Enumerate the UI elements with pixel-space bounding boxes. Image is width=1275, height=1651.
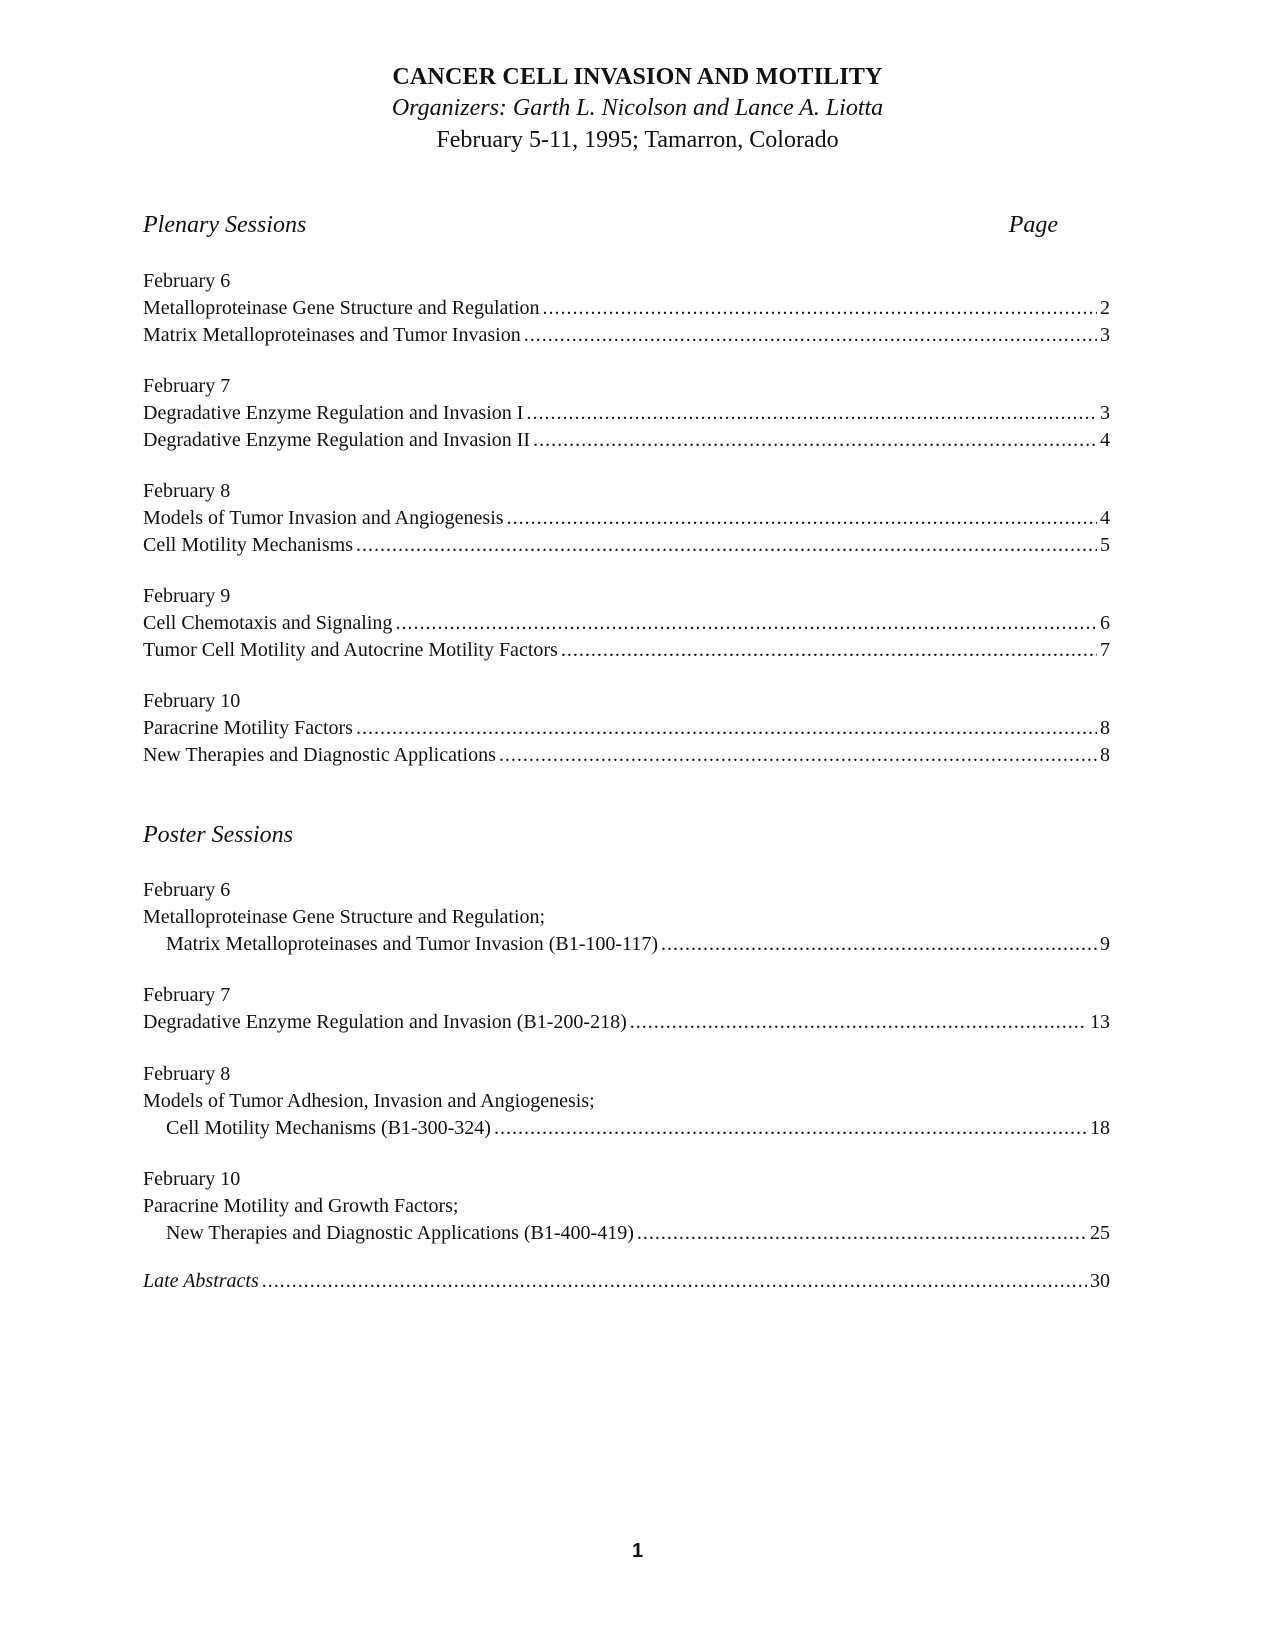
toc-entry-page: 7 <box>1100 639 1110 661</box>
dot-leader <box>543 295 1097 322</box>
dot-leader <box>637 1220 1087 1247</box>
day-date: February 7 <box>143 375 231 397</box>
toc-entry[interactable] <box>143 295 1110 322</box>
dot-leader <box>356 532 1097 559</box>
toc-entry-label: Cell Chemotaxis and Signaling <box>143 612 393 634</box>
toc-entry-label: Models of Tumor Invasion and Angiogenesis <box>143 507 504 529</box>
toc-entry-page: 3 <box>1100 324 1110 346</box>
toc-entry-page: 8 <box>1100 744 1110 766</box>
organizers-line: Organizers: Garth L. Nicolson and Lance A. Liotta <box>391 95 884 121</box>
day-date: February 8 <box>143 1063 231 1085</box>
day-date: February 10 <box>143 690 241 712</box>
toc-entry[interactable] <box>143 610 1110 637</box>
plenary-day-feb6 <box>143 268 1110 349</box>
poster-session-title-line: Models of Tumor Adhesion, Invasion and Angiogenesis; <box>143 1090 595 1112</box>
toc-entry[interactable] <box>143 931 1110 958</box>
document-header <box>0 62 1275 156</box>
day-date: February 8 <box>143 480 231 502</box>
toc-entry-label: Matrix Metalloproteinases and Tumor Invasion <box>143 324 521 346</box>
toc-entry-page: 5 <box>1100 534 1110 556</box>
toc-entry-page: 8 <box>1100 717 1110 739</box>
plenary-day-feb10 <box>143 688 1110 769</box>
toc-entry-label: Tumor Cell Motility and Autocrine Motility Factors <box>143 639 558 661</box>
dot-leader <box>661 931 1097 958</box>
toc-entry-page: 4 <box>1100 507 1110 529</box>
poster-sessions-heading <box>143 820 1110 850</box>
toc-entry-label: Paracrine Motility Factors <box>143 717 353 739</box>
toc-entry[interactable] <box>143 715 1110 742</box>
toc-entry-label: Metalloproteinase Gene Structure and Regulation <box>143 297 540 319</box>
plenary-day-feb8 <box>143 478 1110 559</box>
toc-entry-page: 3 <box>1100 402 1110 424</box>
dot-leader <box>356 715 1097 742</box>
day-date: February 6 <box>143 879 231 901</box>
toc-entry[interactable] <box>143 1115 1110 1142</box>
dot-leader <box>262 1268 1087 1295</box>
toc-entry[interactable] <box>143 505 1110 532</box>
dot-leader <box>499 742 1097 769</box>
toc-entry-label: Degradative Enzyme Regulation and Invasion I <box>143 402 524 424</box>
dot-leader <box>395 610 1097 637</box>
plenary-day-feb9 <box>143 583 1110 664</box>
toc-entry[interactable] <box>143 742 1110 769</box>
dot-leader <box>494 1115 1087 1142</box>
plenary-day-feb7 <box>143 373 1110 454</box>
plenary-sessions-heading <box>143 210 1110 240</box>
toc-entry-page: 18 <box>1090 1117 1110 1139</box>
toc-entry[interactable] <box>143 532 1110 559</box>
toc-entry-page: 2 <box>1100 297 1110 319</box>
toc-entry-page: 6 <box>1100 612 1110 634</box>
poster-day-feb10 <box>143 1166 1110 1247</box>
dot-leader <box>524 322 1097 349</box>
page-column-heading: Page <box>1008 212 1058 238</box>
day-date: February 10 <box>143 1168 241 1190</box>
toc-entry-label: Matrix Metalloproteinases and Tumor Invasion (B1-100-117) <box>166 933 658 955</box>
toc-entry-label: Degradative Enzyme Regulation and Invasion (B1-200-218) <box>143 1011 627 1033</box>
poster-day-feb8 <box>143 1061 1110 1142</box>
poster-session-title-line: Metalloproteinase Gene Structure and Regulation; <box>143 906 546 928</box>
toc-entry[interactable] <box>143 322 1110 349</box>
toc-entry[interactable] <box>143 427 1110 454</box>
dot-leader <box>630 1009 1087 1036</box>
toc-entry-page: 25 <box>1090 1222 1110 1244</box>
poster-day-feb7 <box>143 982 1110 1036</box>
day-date: February 9 <box>143 585 231 607</box>
dot-leader <box>526 400 1097 427</box>
toc-entry-label: Degradative Enzyme Regulation and Invasion II <box>143 429 531 451</box>
toc-entry-label: New Therapies and Diagnostic Applications <box>143 744 496 766</box>
toc-entry-label: Cell Motility Mechanisms <box>143 534 353 556</box>
day-date: February 6 <box>143 270 231 292</box>
late-abstracts <box>143 1268 1110 1295</box>
toc-entry-label: New Therapies and Diagnostic Applications (B1-400-419) <box>166 1222 634 1244</box>
toc-entry[interactable] <box>143 1009 1110 1036</box>
day-date: February 7 <box>143 984 231 1006</box>
plenary-sessions-title: Plenary Sessions <box>143 212 307 238</box>
document-title: CANCER CELL INVASION AND MOTILITY <box>392 64 883 90</box>
toc-entry[interactable] <box>143 1268 1110 1295</box>
dot-leader <box>507 505 1097 532</box>
toc-entry-label: Late Abstracts <box>143 1270 259 1292</box>
toc-entry-page: 4 <box>1100 429 1110 451</box>
toc-entry-page: 9 <box>1100 933 1110 955</box>
toc-entry[interactable] <box>143 637 1110 664</box>
poster-day-feb6 <box>143 877 1110 958</box>
toc-entry-page: 13 <box>1090 1011 1110 1033</box>
dates-location-line: February 5-11, 1995; Tamarron, Colorado <box>436 127 839 153</box>
dot-leader <box>561 637 1097 664</box>
toc-entry-label: Cell Motility Mechanisms (B1-300-324) <box>166 1117 491 1139</box>
toc-entry-page: 30 <box>1090 1270 1110 1292</box>
poster-sessions-title: Poster Sessions <box>143 822 293 848</box>
toc-entry[interactable] <box>143 1220 1110 1247</box>
page-number: 1 <box>631 1540 644 1562</box>
dot-leader <box>533 427 1097 454</box>
toc-entry[interactable] <box>143 400 1110 427</box>
poster-session-title-line: Paracrine Motility and Growth Factors; <box>143 1195 459 1217</box>
